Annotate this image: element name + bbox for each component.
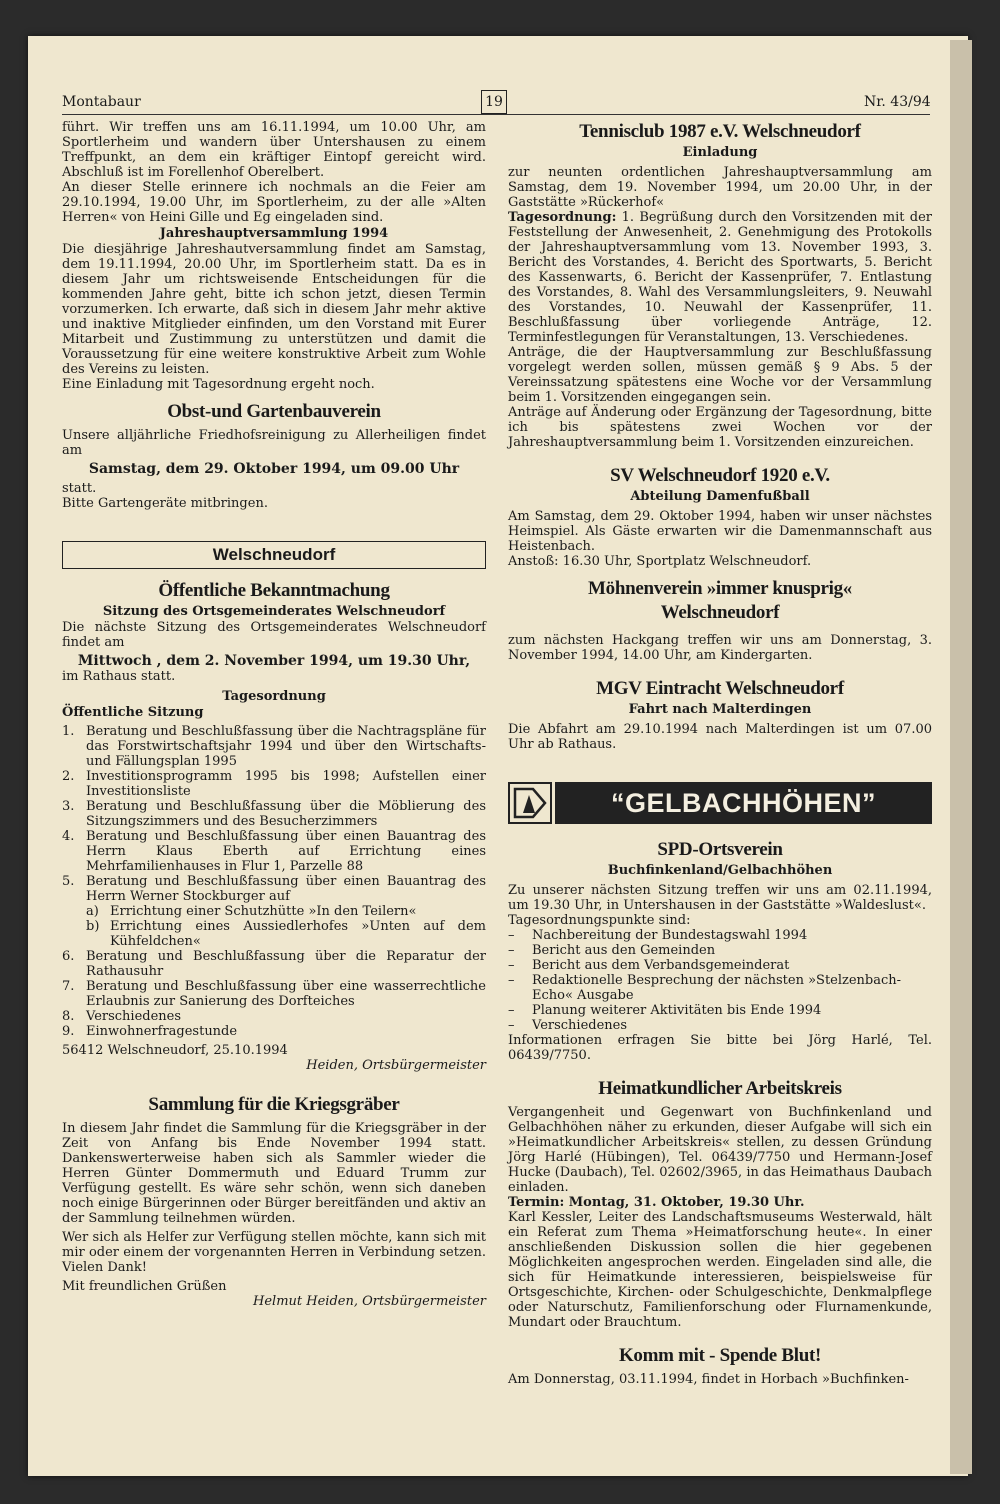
- list-item: [62, 1009, 486, 1024]
- article-subtitle: Fahrt nach Malterdingen: [628, 702, 812, 717]
- signature: Heiden, Ortsbürgermeister: [306, 1058, 486, 1073]
- item-number: 7.: [62, 979, 75, 994]
- list-item: [62, 829, 486, 874]
- article-title: Obst-und Gartenbauverein: [167, 401, 381, 422]
- article-subtitle: Einladung: [682, 145, 758, 160]
- paragraph: Am Samstag, dem 29. Oktober 1994, haben wir unser nächstes Heimspiel. Als Gäste erwarten wir die Damenmannschaft aus Heistenbach.: [508, 509, 932, 554]
- paragraph: Anträge auf Änderung oder Ergänzung der Tagesordnung, bitte ich bis spätestens zwei Wochen vor der Jahreshauptversammlung beim 1. Vorsitzenden einzureichen.: [508, 405, 932, 450]
- list-item: [508, 928, 932, 943]
- article-title: Welschneudorf: [660, 602, 780, 623]
- event-date: Samstag, dem 29. Oktober 1994, um 09.00 Uhr: [88, 461, 460, 477]
- banner-title: “GELBACHHÖHEN”: [555, 782, 932, 824]
- arrow-logo-icon: [508, 782, 552, 824]
- article-title: SV Welschneudorf 1920 e.V.: [610, 465, 830, 486]
- list-item: [62, 874, 486, 904]
- item-text: Beratung und Beschlußfassung über einen Bauantrag des Herrn Klaus Eberth auf Errichtung eines Mehrfamilienhauses in Flur 1, Parzelle 88: [86, 829, 486, 874]
- paragraph: Eine Einladung mit Tagesordnung ergeht noch.: [62, 377, 375, 392]
- section-heading: Jahreshauptversammlung 1994: [159, 226, 389, 241]
- article-title: Möhnenverein »immer knusprig«: [588, 578, 852, 599]
- agenda-text: 1. Begrüßung durch den Vorsitzenden mit der Feststellung der Anwesenheit, 2. Genehmigung des Protokolls der Jahreshauptversammlung vom 13. November 1993, 3. Bericht des Vorstandes, 4. Bericht des Sportwarts, 5. Bericht des Kassenwarts, 6. Bericht der Kassenprüfer, 7. Entlastung des Vorstandes, 8. Wahl des Versammlungsleiters, 9. Neuwahl des Vorstandes, 10. Neuwahl der Kassenprüfer, 11. Beschlußfassung über vorliegende Anträge, 12. Terminfestlegungen für Veranstaltungen, 13. Verschiedenes.: [508, 210, 932, 345]
- paragraph: statt.: [62, 481, 97, 496]
- dash-bullet: –: [508, 973, 515, 988]
- list-item: [62, 979, 486, 1009]
- event-date: Termin: Montag, 31. Oktober, 19.30 Uhr.: [508, 1195, 805, 1210]
- item-number: 1.: [62, 724, 75, 739]
- dash-bullet: –: [508, 958, 515, 973]
- agenda-section: Öffentliche Sitzung: [62, 705, 204, 720]
- agenda-sublist: [62, 904, 486, 949]
- gelbachhoehen-banner: [508, 782, 932, 824]
- list-item: [508, 943, 932, 958]
- item-text: Investitionsprogramm 1995 bis 1998; Aufstellen einer Investitionsliste: [86, 769, 486, 799]
- item-text: Planung weiterer Aktivitäten bis Ende 1994: [532, 1003, 822, 1018]
- paragraph: Die Abfahrt am 29.10.1994 nach Malterdingen ist um 07.00 Uhr ab Rathaus.: [508, 722, 932, 752]
- list-item: [508, 1003, 932, 1018]
- paragraph: Unsere alljährliche Friedhofsreinigung zu Allerheiligen findet am: [62, 428, 486, 458]
- item-text: Errichtung eines Aussiedlerhofes »Unten auf dem Kühfeldchen«: [110, 919, 486, 949]
- list-item: [508, 958, 932, 973]
- place-date: 56412 Welschneudorf, 25.10.1994: [62, 1043, 288, 1058]
- header-rule: [62, 114, 930, 115]
- item-number: 6.: [62, 949, 75, 964]
- item-text: Beratung und Beschlußfassung über die Möblierung des Sitzungszimmers und des Besucherzimmers: [86, 799, 486, 829]
- header-town: Montabaur: [62, 94, 141, 110]
- list-item: [62, 904, 486, 919]
- item-text: Bericht aus den Gemeinden: [532, 943, 716, 958]
- item-number: 5.: [62, 874, 75, 889]
- list-item: [62, 724, 486, 769]
- list-item: [62, 1024, 486, 1039]
- paragraph: Anstoß: 16.30 Uhr, Sportplatz Welschneudorf.: [508, 554, 812, 569]
- item-text: Bericht aus dem Verbandsgemeinderat: [532, 958, 790, 973]
- paragraph: Informationen erfragen Sie bitte bei Jörg Harlé, Tel. 06439/7750.: [508, 1033, 932, 1063]
- paragraph: Karl Kessler, Leiter des Landschaftsmuseums Westerwald, hält ein Referat zum Thema »Heimatforschung heute«. In einer anschließenden Diskussion sollen die hier gegebenen Möglichkeiten angesprochen werden. Eingeladen sind alle, die sich für Heimatkunde interessieren, beispielsweise für Ortsgeschichte, Kirchen- oder Schulgeschichte, Denkmalpflege oder Naturschutz, Familienforschung oder Flurnamenkunde, Mundart oder Brauchtum.: [508, 1210, 932, 1330]
- article-subtitle: Abteilung Damenfußball: [630, 489, 810, 504]
- agenda-list: [62, 724, 486, 904]
- article-subtitle: Buchfinkenland/Gelbachhöhen: [607, 863, 833, 878]
- paragraph: Am Donnerstag, 03.11.1994, findet in Horbach »Buchfinken-: [508, 1372, 909, 1387]
- list-item: [508, 973, 932, 1003]
- paragraph: Wer sich als Helfer zur Verfügung stellen möchte, kann sich mit mir oder einem der vorgenannten Herren in Verbindung setzen. Vielen Dank!: [62, 1230, 486, 1275]
- paragraph: Zu unserer nächsten Sitzung treffen wir uns am 02.11.1994, um 19.30 Uhr, in Untershausen in der Gaststätte »Waldeslust«.: [508, 883, 932, 913]
- article-subtitle: Sitzung des Ortsgemeinderates Welschneudorf: [102, 604, 446, 619]
- paragraph: Bitte Gartengeräte mitbringen.: [62, 496, 268, 511]
- item-text: Verschiedenes: [532, 1018, 628, 1033]
- list-item: [62, 949, 486, 979]
- item-text: Beratung und Beschlußfassung über die Reparatur der Rathausuhr: [86, 949, 486, 979]
- greeting: Mit freundlichen Grüßen: [62, 1279, 227, 1294]
- agenda-heading: Tagesordnung: [222, 689, 326, 704]
- dash-bullet: –: [508, 928, 515, 943]
- paper-edge: [950, 40, 972, 1474]
- agenda-paragraph: [508, 210, 932, 345]
- left-column: [62, 120, 486, 1309]
- item-number: 8.: [62, 1009, 75, 1024]
- item-text: Nachbereitung der Bundestagswahl 1994: [532, 928, 808, 943]
- page-number: 19: [481, 90, 507, 114]
- dash-bullet: –: [508, 1018, 515, 1033]
- list-item: [62, 769, 486, 799]
- article-title: Heimatkundlicher Arbeitskreis: [598, 1078, 842, 1099]
- signature: Helmut Heiden, Ortsbürgermeister: [253, 1294, 486, 1309]
- paragraph: Die diesjährige Jahreshautversammlung findet am Samstag, dem 19.11.1994, 20.00 Uhr, im Sportlerheim statt. Da es in diesem Jahr um richtsweisende Entscheidungen für die kommenden Jahre geht, bitte ich schon jetzt, diesen Termin vorzumerken. Ich erwarte, daß sich in diesem Jahr mehr aktive und inaktive Mitglieder einfinden, um den Vorstand mit Eurer Mitarbeit und Zustimmung zu unterstützen und damit die Voraussetzung für eine weitere konstruktive Arbeit zum Wohle des Vereins zu leisten.: [62, 242, 486, 377]
- item-number: 2.: [62, 769, 75, 784]
- paragraph: im Rathaus statt.: [62, 669, 176, 684]
- paragraph: In diesem Jahr findet die Sammlung für die Kriegsgräber in der Zeit von Anfang bis Ende November 1994 statt. Dankenswerterweise haben sich als Sammler wieder die Herren Günter Dommermuth und Eduard Trumm zur Verfügung gestellt. Es wäre sehr schön, wenn sich daneben noch einige Bürgerinnen oder Bürger bereitfänden und aktiv an der Sammlung teilnehmen würden.: [62, 1121, 486, 1226]
- item-number: 4.: [62, 829, 75, 844]
- item-number: b): [86, 919, 100, 934]
- item-number: a): [86, 904, 99, 919]
- item-text: Beratung und Beschlußfassung über die Nachtragspläne für das Forstwirtschaftsjahr 1994 und über den Wirtschafts- und Fällungsplan 1995: [86, 724, 486, 769]
- article-title: MGV Eintracht Welschneudorf: [596, 678, 844, 699]
- article-title: Sammlung für die Kriegsgräber: [148, 1094, 400, 1115]
- item-text: Beratung und Beschlußfassung über eine wasserrechtliche Erlaubnis zur Sanierung des Dorfteiches: [86, 979, 486, 1009]
- paragraph: Anträge, die der Hauptversammlung zur Beschlußfassung vorgelegt werden sollen, müssen gemäß § 9 Abs. 5 der Vereinssatzung spätestens eine Woche vor der Versammlung beim 1. Vorsitzenden eingegangen sein.: [508, 345, 932, 405]
- item-text: Errichtung einer Schutzhütte »In den Teilern«: [110, 904, 417, 919]
- paragraph: Die nächste Sitzung des Ortsgemeinderates Welschneudorf findet am: [62, 620, 486, 650]
- article-continuation: führt. Wir treffen uns am 16.11.1994, um 10.00 Uhr, am Sportlerheim und wandern über Untershausen zu einem Treffpunkt, an dem ein kräftiger Eintopf gereicht wird. Abschluß ist im Forellenhof Oberelbert.: [62, 120, 486, 180]
- article-title: Öffentliche Bekanntmachung: [158, 580, 390, 601]
- item-number: 9.: [62, 1024, 75, 1039]
- paragraph: zum nächsten Hackgang treffen wir uns am Donnerstag, 3. November 1994, 14.00 Uhr, am Kindergarten.: [508, 633, 932, 663]
- list-item: [508, 1018, 932, 1033]
- issue-number: Nr. 43/94: [864, 94, 931, 110]
- agenda-label: Tagesordnung:: [508, 210, 617, 225]
- event-date: Mittwoch , dem 2. November 1994, um 19.30 Uhr,: [77, 653, 471, 669]
- agenda-list: [62, 949, 486, 1039]
- municipality-header: Welschneudorf: [62, 541, 486, 569]
- item-text: Beratung und Beschlußfassung über einen Bauantrag des Herrn Werner Stockburger auf: [86, 874, 486, 904]
- agenda-list: [508, 928, 932, 1033]
- list-item: [62, 919, 486, 949]
- right-column: [508, 120, 932, 1387]
- item-text: Redaktionelle Besprechung der nächsten »Stelzenbach-Echo« Ausgabe: [532, 973, 902, 1003]
- dash-bullet: –: [508, 1003, 515, 1018]
- dash-bullet: –: [508, 943, 515, 958]
- paragraph: zur neunten ordentlichen Jahreshauptversammlung am Samstag, dem 19. November 1994, um 20.00 Uhr, in der Gaststätte »Rückerhof«: [508, 165, 932, 210]
- item-number: 3.: [62, 799, 75, 814]
- list-item: [62, 799, 486, 829]
- item-text: Einwohnerfragestunde: [86, 1024, 238, 1039]
- article-continuation: An dieser Stelle erinnere ich nochmals an die Feier am 29.10.1994, 19.00 Uhr, im Sportlerheim, zu der alle »Alten Herren« von Heini Gille und Eg eingeladen sind.: [62, 180, 486, 225]
- article-title: Komm mit - Spende Blut!: [618, 1345, 822, 1366]
- paragraph: Vergangenheit und Gegenwart von Buchfinkenland und Gelbachhöhen näher zu erkunden, dieser Aufgabe will sich ein »Heimatkundlicher Arbeitskreis« stellen, zu dessen Gründung Jörg Harlé (Hübingen), Tel. 06439/7750 und Hermann-Josef Hucke (Daubach), Tel. 02602/3965, in das Heimathaus Daubach einladen.: [508, 1105, 932, 1195]
- article-title: SPD-Ortsverein: [657, 839, 783, 860]
- item-text: Verschiedenes: [86, 1009, 182, 1024]
- list-title: Tagesordnungspunkte sind:: [508, 913, 691, 928]
- article-title: Tennisclub 1987 e.V. Welschneudorf: [579, 121, 861, 142]
